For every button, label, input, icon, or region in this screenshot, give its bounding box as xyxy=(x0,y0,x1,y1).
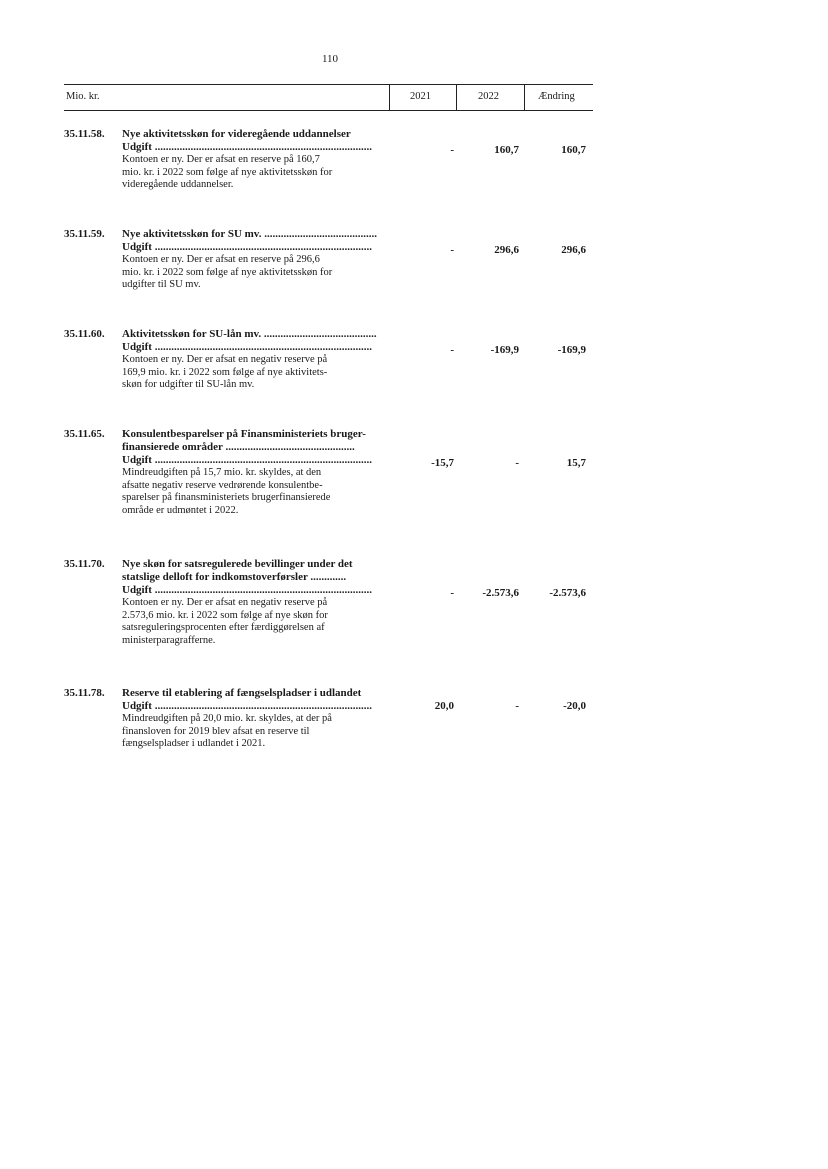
leader-dots: ............................................................................... xyxy=(154,341,372,353)
leader-dots: ............. xyxy=(310,571,347,583)
header-top-rule xyxy=(64,84,593,85)
description-line: ministerparagrafferne. xyxy=(122,634,216,646)
entry-body xyxy=(122,687,452,751)
page-number: 110 xyxy=(321,53,339,65)
expense-label: Udgift xyxy=(122,341,152,353)
value-change: -2.573,6 xyxy=(549,587,586,599)
value-2022: -2.573,6 xyxy=(482,587,519,599)
entry-title: Konsulentbesparelser på Finansministeriets bruger- xyxy=(122,428,366,440)
entry-body xyxy=(122,428,452,517)
leader-dots: ......................................... xyxy=(263,328,377,340)
column-separator xyxy=(524,85,525,111)
entry-title xyxy=(122,571,452,584)
entry-title xyxy=(122,328,452,341)
description-line: Mindreudgiften på 20,0 mio. kr. skyldes, at der på xyxy=(122,713,332,724)
entry-title-text: statslige delloft for indkomstoverførsler xyxy=(122,571,308,583)
entry-description xyxy=(122,597,452,647)
value-2022: 296,6 xyxy=(494,244,519,256)
leader-dots: ............................................................................... xyxy=(154,241,372,253)
account-number: 35.11.78. xyxy=(64,687,105,699)
description-line: skøn for udgifter til SU-lån mv. xyxy=(122,379,255,390)
description-line: 169,9 mio. kr. i 2022 som følge af nye aktivitets- xyxy=(122,366,328,378)
description-line: mio. kr. i 2022 som følge af nye aktivitetsskøn for xyxy=(122,166,333,178)
account-number: 35.11.70. xyxy=(64,558,105,570)
entry-description xyxy=(122,354,452,392)
header-2021: 2021 xyxy=(410,91,431,102)
description-line: Kontoen er ny. Der er afsat en negativ reserve på xyxy=(122,597,328,608)
entry-title: Reserve til etablering af fængselspladser i udlandet xyxy=(122,687,362,699)
value-change: 15,7 xyxy=(566,457,586,469)
entry-title: Nye skøn for satsregulerede bevillinger under det xyxy=(122,558,353,570)
expense-label: Udgift xyxy=(122,141,152,153)
value-2022: 160,7 xyxy=(494,144,519,156)
account-number: 35.11.65. xyxy=(64,428,105,440)
description-line: satsreguleringsprocenten efter færdiggørelsen af xyxy=(122,622,325,633)
value-2021: - xyxy=(450,587,454,599)
entry-body xyxy=(122,128,452,192)
description-line: område er udmøntet i 2022. xyxy=(122,504,239,516)
entry-title-text: finansierede områder xyxy=(122,441,223,453)
value-change: 296,6 xyxy=(561,244,586,256)
description-line: Kontoen er ny. Der er afsat en reserve på 160,7 xyxy=(122,154,320,165)
expense-label: Udgift xyxy=(122,454,152,466)
entry-description xyxy=(122,254,452,292)
value-change: 160,7 xyxy=(561,144,586,156)
entry-title xyxy=(122,441,452,454)
expense-label: Udgift xyxy=(122,241,152,253)
value-2021: - xyxy=(450,344,454,356)
value-2022: - xyxy=(515,457,519,469)
value-2021: 20,0 xyxy=(434,700,454,712)
value-2022: -169,9 xyxy=(490,344,519,356)
description-line: udgifter til SU mv. xyxy=(122,279,201,290)
value-change: -20,0 xyxy=(563,700,586,712)
description-line: finansloven for 2019 blev afsat en reserve til xyxy=(122,725,310,737)
account-number: 35.11.59. xyxy=(64,228,105,240)
description-line: sparelser på finansministeriets brugerfinansierede xyxy=(122,492,331,503)
description-line: fængselspladser i udlandet i 2021. xyxy=(122,738,266,749)
description-line: videregående uddannelser. xyxy=(122,179,234,190)
entry-title xyxy=(122,228,452,241)
description-line: 2.573,6 mio. kr. i 2022 som følge af nye skøn for xyxy=(122,609,328,621)
entry-body xyxy=(122,228,452,292)
description-line: Kontoen er ny. Der er afsat en negativ reserve på xyxy=(122,354,328,365)
leader-dots: ......................................... xyxy=(264,228,377,240)
entry-description xyxy=(122,713,452,751)
leader-dots: ............................................................................... xyxy=(154,700,372,712)
leader-dots: ............................................... xyxy=(225,441,355,453)
entry-title: Nye aktivitetsskøn for videregående uddannelser xyxy=(122,128,351,140)
entry-title-text: Aktivitetsskøn for SU-lån mv. xyxy=(122,328,262,340)
leader-dots: ............................................................................... xyxy=(154,584,372,596)
value-2021: -15,7 xyxy=(431,457,454,469)
expense-label: Udgift xyxy=(122,584,152,596)
account-number: 35.11.58. xyxy=(64,128,105,140)
leader-dots: ............................................................................... xyxy=(154,141,372,153)
header-bottom-rule xyxy=(64,110,593,111)
header-unit: Mio. kr. xyxy=(66,91,100,102)
value-2021: - xyxy=(450,244,454,256)
column-separator xyxy=(389,85,390,111)
value-change: -169,9 xyxy=(557,344,586,356)
column-separator xyxy=(456,85,457,111)
account-number: 35.11.60. xyxy=(64,328,105,340)
description-line: Kontoen er ny. Der er afsat en reserve på 296,6 xyxy=(122,254,320,265)
value-2021: - xyxy=(450,144,454,156)
header-change: Ændring xyxy=(538,91,575,102)
header-2022: 2022 xyxy=(478,91,499,102)
leader-dots: ............................................................................... xyxy=(154,454,372,466)
description-line: Mindreudgiften på 15,7 mio. kr. skyldes, at den xyxy=(122,467,322,478)
description-line: mio. kr. i 2022 som følge af nye aktivitetsskøn for xyxy=(122,266,333,278)
value-2022: - xyxy=(515,700,519,712)
entry-title-text: Nye aktivitetsskøn for SU mv. xyxy=(122,228,262,240)
description-line: afsatte negativ reserve vedrørende konsulentbe- xyxy=(122,479,323,491)
entry-description xyxy=(122,154,452,192)
expense-label: Udgift xyxy=(122,700,152,712)
entry-body xyxy=(122,558,452,647)
entry-description xyxy=(122,467,452,517)
entry-body xyxy=(122,328,452,392)
